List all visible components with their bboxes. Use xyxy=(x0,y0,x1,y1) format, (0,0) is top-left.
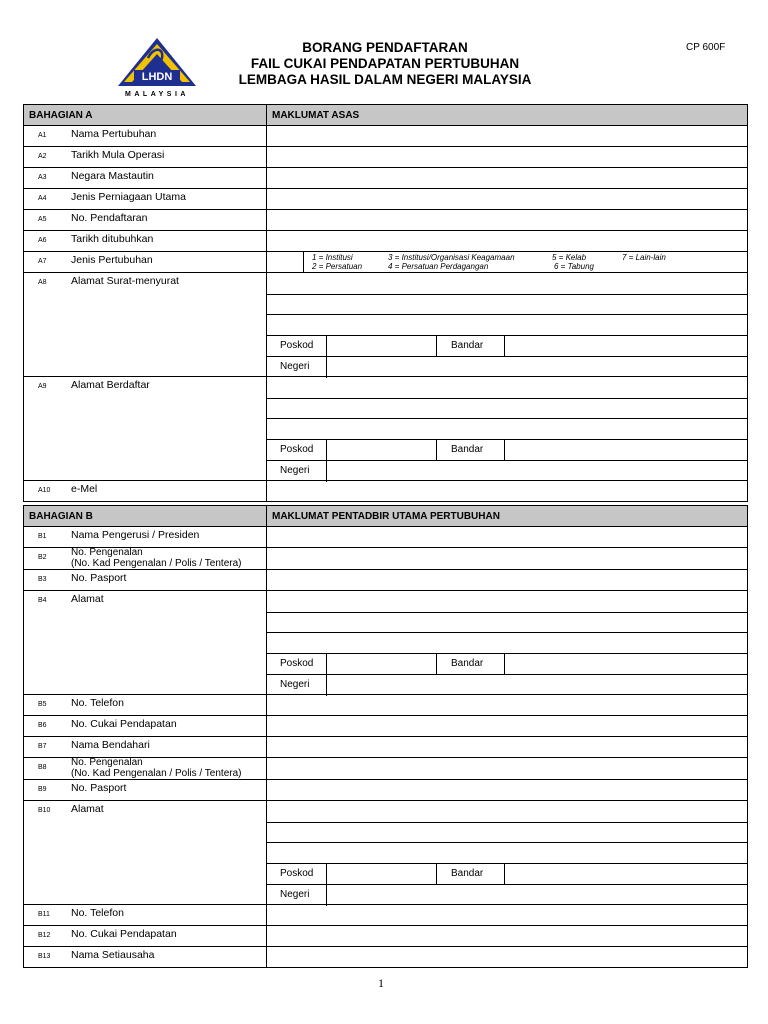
field-label: Alamat Berdaftar xyxy=(71,379,150,391)
field-label: Alamat Surat-menyurat xyxy=(71,275,179,287)
section-a-header xyxy=(24,104,747,125)
form-row-b5 xyxy=(24,694,747,715)
field-code: A10 xyxy=(38,487,51,494)
mailing-address-line-3[interactable] xyxy=(266,314,747,336)
field-label: No. Cukai Pendapatan xyxy=(71,928,177,940)
field-code: A5 xyxy=(38,216,47,223)
field-code: B9 xyxy=(38,786,47,793)
form-code: CP 600F xyxy=(686,42,726,53)
field-label: e-Mel xyxy=(71,483,98,495)
establishment-date-input[interactable] xyxy=(266,231,747,251)
field-label: Nama Pengerusi / Presiden xyxy=(71,529,200,541)
chairman-name-input[interactable] xyxy=(266,527,747,547)
field-code: B7 xyxy=(38,743,47,750)
bandar-label: Bandar xyxy=(451,444,484,455)
form-row-a6 xyxy=(24,230,747,251)
form-row-b6 xyxy=(24,715,747,736)
title-line-2: FAIL CUKAI PENDAPATAN PERTUBUHAN xyxy=(250,56,520,71)
registered-postcode-input[interactable] xyxy=(327,440,436,461)
form-row-a9 xyxy=(24,376,747,480)
mailing-address-line-1[interactable] xyxy=(266,273,747,294)
email-input[interactable] xyxy=(266,481,747,501)
form-row-a4 xyxy=(24,188,747,209)
section-a-title: BAHAGIAN A xyxy=(29,110,93,121)
mailing-state-row xyxy=(266,356,747,378)
treasurer-phone-input[interactable] xyxy=(266,905,747,925)
field-label: No. Pengenalan (No. Kad Pengenalan / Polis / Tentera) xyxy=(71,547,242,569)
organization-name-input[interactable] xyxy=(266,126,747,146)
section-b-heading: MAKLUMAT PENTADBIR UTAMA PERTUBUHAN xyxy=(272,511,500,522)
section-b-header xyxy=(24,505,747,526)
field-label: Nama Bendahari xyxy=(71,739,150,751)
field-code: B1 xyxy=(38,533,47,540)
chairman-city-input[interactable] xyxy=(505,654,747,675)
page-number: 1 xyxy=(378,976,384,990)
field-label: No. Telefon xyxy=(71,907,124,919)
chairman-state-row xyxy=(266,674,747,696)
type-option: 3 = Institusi/Organisasi Keagamaan xyxy=(388,253,515,262)
field-label: Alamat xyxy=(71,593,104,605)
form-row-a8 xyxy=(24,272,747,376)
negeri-label: Negeri xyxy=(280,465,310,476)
negeri-label: Negeri xyxy=(280,679,310,690)
form-row-b4 xyxy=(24,590,747,694)
registered-address-line-2[interactable] xyxy=(266,398,747,419)
type-option: 1 = Institusi xyxy=(312,253,353,262)
poskod-label: Poskod xyxy=(280,340,314,351)
field-code: A6 xyxy=(38,237,47,244)
field-label: Jenis Perniagaan Utama xyxy=(71,191,186,203)
field-label: Alamat xyxy=(71,803,104,815)
form-row-b13 xyxy=(24,946,747,967)
section-a xyxy=(23,104,748,502)
form-row-a3 xyxy=(24,167,747,188)
field-code: A3 xyxy=(38,174,47,181)
form-row-b11 xyxy=(24,904,747,925)
mailing-postcode-input[interactable] xyxy=(327,336,436,357)
field-label: No. Pasport xyxy=(71,782,127,794)
field-label: No. Pasport xyxy=(71,572,127,584)
organization-type-options xyxy=(303,252,666,272)
logo-subtext: MALAYSIA xyxy=(125,91,189,98)
chairman-postcode-city-row xyxy=(266,653,747,675)
field-label: No. Pengenalan (No. Kad Pengenalan / Polis / Tentera) xyxy=(71,757,242,779)
form-row-b3 xyxy=(24,569,747,590)
treasurer-tax-number-input[interactable] xyxy=(266,926,747,946)
treasurer-postcode-city-row xyxy=(266,863,747,885)
treasurer-address-line-2[interactable] xyxy=(266,822,747,843)
lhdn-emblem-icon xyxy=(112,36,202,98)
registration-number-input[interactable] xyxy=(266,210,747,230)
field-label: No. Pendaftaran xyxy=(71,212,148,224)
field-code: A1 xyxy=(38,132,47,139)
registered-address-line-1[interactable] xyxy=(266,377,747,398)
treasurer-state-row xyxy=(266,884,747,906)
type-option: 6 = Tabung xyxy=(554,262,594,271)
field-label: No. Cukai Pendapatan xyxy=(71,718,177,730)
treasurer-id-input[interactable] xyxy=(266,758,747,779)
field-code: B5 xyxy=(38,701,47,708)
treasurer-address-line-1[interactable] xyxy=(266,801,747,822)
form-row-b2 xyxy=(24,547,747,569)
form-row-a7 xyxy=(24,251,747,272)
section-b xyxy=(23,505,748,968)
field-code: B2 xyxy=(38,554,47,561)
form-row-b9 xyxy=(24,779,747,800)
field-code: A4 xyxy=(38,195,47,202)
secretary-name-input[interactable] xyxy=(266,947,747,967)
field-label: Tarikh Mula Operasi xyxy=(71,149,165,161)
field-label: Tarikh ditubuhkan xyxy=(71,233,154,245)
form-row-a5 xyxy=(24,209,747,230)
form-row-b8 xyxy=(24,757,747,779)
field-label: Negara Mastautin xyxy=(71,170,154,182)
field-label: Nama Setiausaha xyxy=(71,949,155,961)
field-code: B10 xyxy=(38,807,51,814)
treasurer-name-input[interactable] xyxy=(266,737,747,757)
poskod-label: Poskod xyxy=(280,658,314,669)
field-label: Nama Pertubuhan xyxy=(71,128,157,140)
field-code: B11 xyxy=(38,911,50,918)
chairman-postcode-input[interactable] xyxy=(327,654,436,675)
form-row-b7 xyxy=(24,736,747,757)
field-code: B12 xyxy=(38,932,51,939)
negeri-label: Negeri xyxy=(280,361,310,372)
field-code: B13 xyxy=(38,953,51,960)
field-code: A2 xyxy=(38,153,47,160)
type-option: 4 = Persatuan Perdagangan xyxy=(388,262,489,271)
section-b-title: BAHAGIAN B xyxy=(29,511,93,522)
title-line-3: LEMBAGA HASIL DALAM NEGERI MALAYSIA xyxy=(238,72,532,87)
registered-postcode-city-row xyxy=(266,439,747,461)
mailing-address-line-2[interactable] xyxy=(266,294,747,315)
treasurer-postcode-input[interactable] xyxy=(327,864,436,885)
title-line-1: BORANG PENDAFTARAN xyxy=(302,40,468,55)
operation-start-date-input[interactable] xyxy=(266,147,747,167)
chairman-address-line-3[interactable] xyxy=(266,632,747,654)
treasurer-city-input[interactable] xyxy=(505,864,747,885)
lhdn-logo xyxy=(112,36,202,98)
chairman-phone-input[interactable] xyxy=(266,695,747,715)
field-code: A9 xyxy=(38,383,47,390)
bandar-label: Bandar xyxy=(451,658,484,669)
field-label: Jenis Pertubuhan xyxy=(71,254,153,266)
chairman-id-input[interactable] xyxy=(266,548,747,569)
poskod-label: Poskod xyxy=(280,444,314,455)
chairman-address-line-2[interactable] xyxy=(266,612,747,633)
bandar-label: Bandar xyxy=(451,340,484,351)
type-option: 2 = Persatuan xyxy=(312,262,363,271)
registered-state-row xyxy=(266,460,747,482)
treasurer-passport-input[interactable] xyxy=(266,780,747,800)
chairman-state-input[interactable] xyxy=(327,675,747,696)
field-code: B4 xyxy=(38,597,47,604)
form-row-a10 xyxy=(24,480,747,501)
registered-state-input[interactable] xyxy=(327,461,747,482)
form-row-a2 xyxy=(24,146,747,167)
field-code: A8 xyxy=(38,279,47,286)
form-row-b12 xyxy=(24,925,747,946)
form-row-b1 xyxy=(24,526,747,547)
logo-text: LHDN xyxy=(141,71,173,83)
field-label: No. Telefon xyxy=(71,697,124,709)
negeri-label: Negeri xyxy=(280,889,310,900)
field-code: B8 xyxy=(38,764,47,771)
chairman-tax-number-input[interactable] xyxy=(266,716,747,736)
bandar-label: Bandar xyxy=(451,868,484,879)
form-row-b10 xyxy=(24,800,747,904)
type-option: 7 = Lain-lain xyxy=(622,253,666,262)
registered-address-line-3[interactable] xyxy=(266,418,747,440)
section-a-heading: MAKLUMAT ASAS xyxy=(272,110,360,121)
type-option: 5 = Kelab xyxy=(552,253,587,262)
field-code: A7 xyxy=(38,258,47,265)
registered-city-input[interactable] xyxy=(505,440,747,461)
field-code: B3 xyxy=(38,576,47,583)
residence-country-input[interactable] xyxy=(266,168,747,188)
form-row-a1 xyxy=(24,125,747,146)
mailing-postcode-city-row xyxy=(266,335,747,357)
field-code: B6 xyxy=(38,722,47,729)
organization-type-input[interactable] xyxy=(266,252,747,272)
mailing-state-input[interactable] xyxy=(327,357,747,378)
mailing-city-input[interactable] xyxy=(505,336,747,357)
treasurer-address-line-3[interactable] xyxy=(266,842,747,864)
poskod-label: Poskod xyxy=(280,868,314,879)
chairman-address-line-1[interactable] xyxy=(266,591,747,612)
treasurer-state-input[interactable] xyxy=(327,885,747,906)
chairman-passport-input[interactable] xyxy=(266,570,747,590)
main-business-input[interactable] xyxy=(266,189,747,209)
